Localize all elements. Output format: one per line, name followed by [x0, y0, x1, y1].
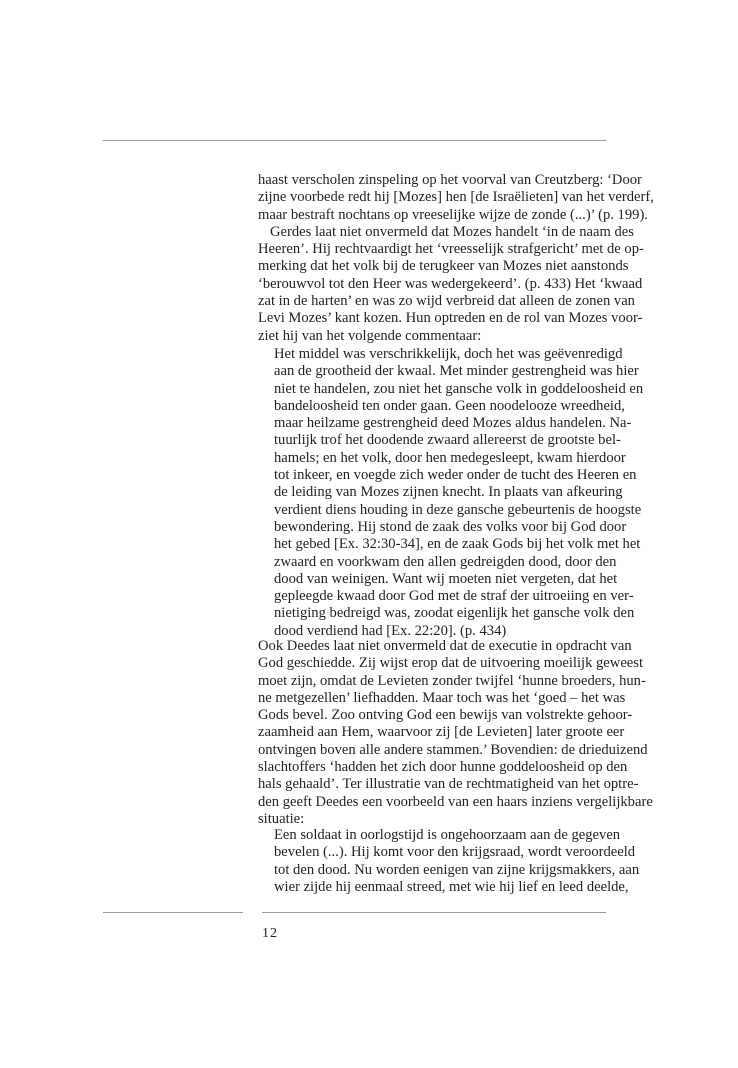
text-line: tuurlijk trof het doodende zwaard allereerst de grootste bel- [274, 432, 621, 449]
text-line: dood van weinigen. Want wij moeten niet vergeten, dat het [274, 570, 618, 587]
text-line: ne metgezellen’ liefhadden. Maar toch was het ‘goed – het was [258, 689, 626, 706]
text-line: hals gehaald’. Ter illustratie van de rechtmatigheid van het optre- [258, 776, 639, 793]
text-line: zwaard en voorkwam den allen gedreigden dood, door den [274, 553, 617, 570]
text-line: maar heilzame gestrengheid deed Mozes aldus handelen. Na- [274, 415, 632, 432]
text-line: slachtoffers ‘hadden het zich door hunne goddeloosheid op den [258, 759, 628, 776]
text-line: den geeft Deedes een voorbeeld van een haars inziens vergelijkbare [258, 793, 653, 810]
text-line: nietiging bedreigd was, zoodat eigenlijk het gansche volk den [274, 605, 635, 622]
text-line: tot den dood. Nu worden eenigen van zijne krijgsmakkers, aan [274, 861, 640, 878]
text-line: Een soldaat in oorlogstijd is ongehoorzaam aan de gegeven [274, 827, 621, 843]
block-quote-deedes [274, 827, 640, 896]
text-line: Gerdes laat niet onvermeld dat Mozes handelt ‘in de naam des [270, 223, 634, 240]
text-line: Gods bevel. Zoo ontving God een bewijs van volstrekte gehoor- [258, 707, 633, 724]
text-line: de leiding van Mozes zijnen knecht. In plaats van afkeuring [274, 484, 623, 501]
text-line: bevelen (...). Hij komt voor den krijgsraad, wordt veroordeeld [274, 844, 636, 861]
text-line: bandeloosheid ten onder gaan. Geen noodelooze wreedheid, [274, 397, 625, 414]
body-text-deedes [258, 638, 653, 828]
text-line: merking dat het volk bij de terugkeer van Mozes niet aanstonds [258, 258, 629, 275]
text-line: wier zijde hij eenmaal streed, met wie hij lief en leed deelde, [274, 878, 629, 895]
text-line: God geschiedde. Zij wijst erop dat de uitvoering moeilijk geweest [258, 655, 644, 672]
text-line: Levi Mozes’ kant kozen. Hun optreden en de rol van Mozes voor- [258, 310, 643, 327]
text-line: haast verscholen zinspeling op het voorval van Creutzberg: ‘Door [258, 172, 642, 188]
text-line: ontvingen boven alle andere stammen.’ Bovendien: de drieduizend [258, 741, 648, 758]
footnote-rule-left [103, 912, 243, 913]
text-line: ‘berouwvol tot den Heer was wedergekeerd’. (p. 433) Het ‘kwaad [258, 275, 643, 292]
text-line: ziet hij van het volgende commentaar: [258, 327, 482, 344]
body-text-top [258, 172, 654, 345]
text-line: zat in de harten’ en was zo wijd verbreid dat alleen de zonen van [258, 293, 635, 310]
text-line: aan de grootheid der kwaal. Met minder gestrengheid was hier [274, 363, 639, 380]
text-line: Ook Deedes laat niet onvermeld dat de executie in opdracht van [258, 638, 632, 654]
block-quote-gerdes [274, 346, 644, 640]
text-line: verdient diens houding in deze gansche gebeurtenis de hoogste [274, 501, 642, 518]
text-line: hamels; en het volk, door hen medegesleept, kwam hierdoor [274, 449, 626, 466]
text-line: Het middel was verschrikkelijk, doch het was geëvenredigd [274, 346, 623, 362]
text-line: maar bestraft nochtans op vreeselijke wijze de zonde (...)’ (p. 199). [258, 206, 648, 223]
text-line: niet te handelen, zou niet het gansche volk in goddeloosheid en [274, 380, 644, 397]
text-line: bewondering. Hij stond de zaak des volks voor bij God door [274, 518, 627, 535]
text-line: Heeren’. Hij rechtvaardigt het ‘vreesselijk strafgericht’ met de op- [258, 241, 644, 258]
text-line: het gebed [Ex. 32:30-34], en de zaak Gods bij het volk met het [274, 536, 641, 553]
text-line: situatie: [258, 810, 305, 827]
footer-rule [262, 912, 606, 913]
text-line: tot inkeer, en voegde zich weder onder de tucht des Heeren en [274, 467, 637, 484]
header-rule [103, 140, 606, 141]
text-line: zaamheid aan Hem, waarvoor zij [de Levieten] later groote eer [258, 724, 625, 741]
text-line: moet zijn, omdat de Levieten zonder twijfel ‘hunne broeders, hun- [258, 672, 646, 689]
text-line: gepleegde kwaad door God met de straf der uitroeiing en ver- [274, 588, 634, 605]
text-line: dood verdiend had [Ex. 22:20]. (p. 434) [274, 622, 507, 639]
page-number: 12 [262, 926, 278, 941]
text-line: zijne voorbede redt hij [Mozes] hen [de Israëlieten] van het verderf, [258, 189, 654, 206]
